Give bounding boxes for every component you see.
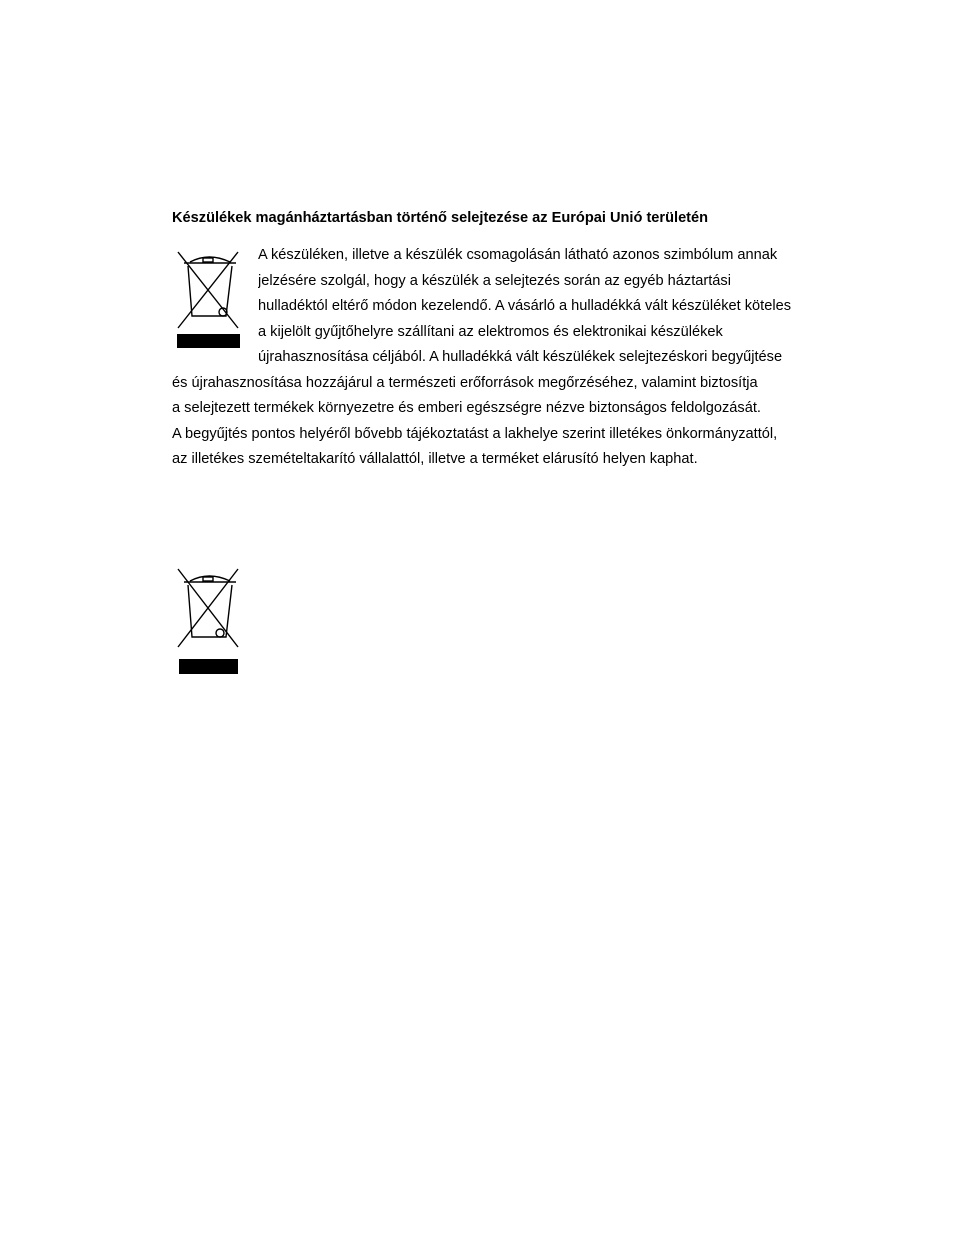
- paragraph-line: A begyűjtés pontos helyéről bővebb tájékoztatást a lakhelye szerint illetékes önkormányzattól,: [172, 426, 778, 442]
- paragraph-line: A készüléken, illetve a készülék csomagolásán látható azonos szimbólum annak: [258, 247, 778, 263]
- paragraph-line: és újrahasznosítása hozzájárul a természeti erőforrások megőrzéséhez, valamint biztosítja: [172, 375, 758, 391]
- paragraph-line: újrahasznosítása céljából. A hulladékká vált készülékek selejtezéskori begyűjtése: [258, 349, 783, 365]
- crossed-out-wheelie-bin-icon: [176, 246, 242, 350]
- paragraph-line: az illetékes szemételtakarító vállalattól, illetve a terméket elárusító helyen kaphat.: [172, 451, 698, 467]
- page-title: Készülékek magánháztartásban történő selejtezése az Európai Unió területén: [172, 210, 709, 226]
- paragraph-line: a kijelölt gyűjtőhelyre szállítani az elektromos és elektronikai készülékek: [258, 324, 723, 340]
- paragraph-line: a selejtezett termékek környezetre és emberi egészségre nézve biztonságos feldolgozását.: [172, 400, 761, 416]
- paragraph-line: hulladéktól eltérő módon kezelendő. A vásárló a hulladékká vált készüléket köteles: [258, 298, 791, 314]
- crossed-out-wheelie-bin-icon: [176, 567, 242, 677]
- paragraph-line: jelzésére szolgál, hogy a készülék a selejtezés során az egyéb háztartási: [258, 273, 731, 289]
